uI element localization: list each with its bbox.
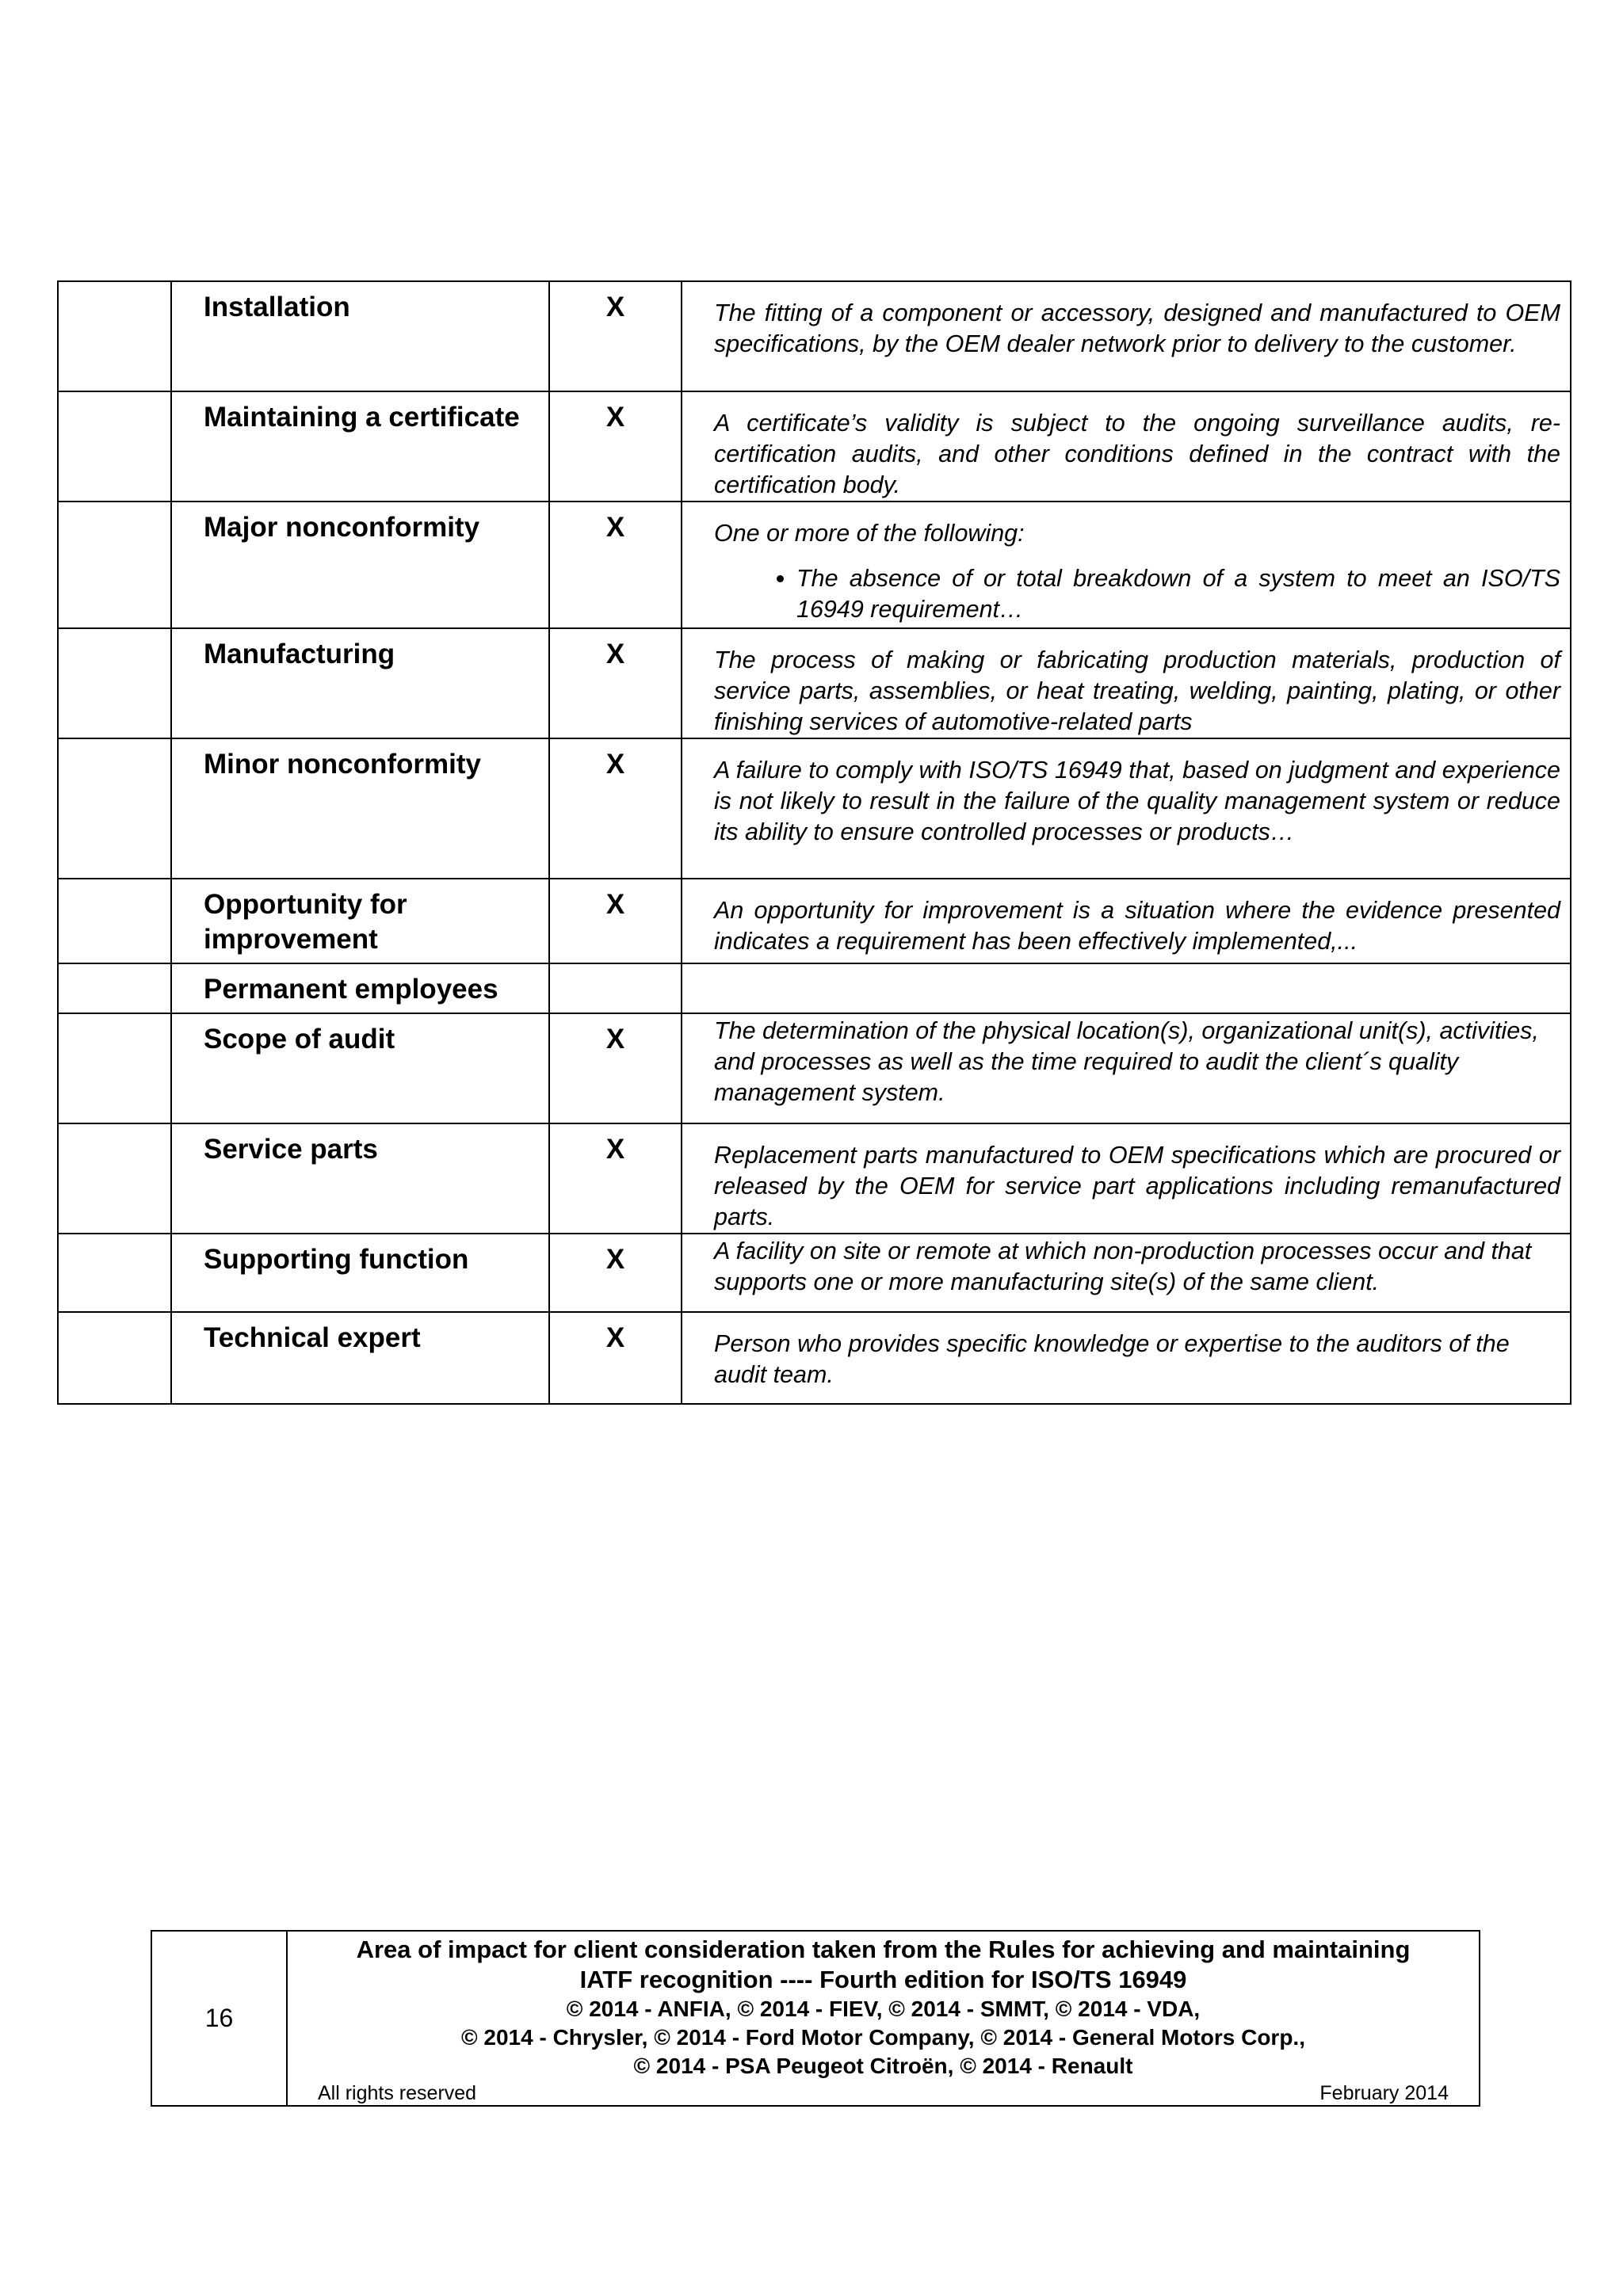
edition-date: February 2014 bbox=[1319, 2082, 1449, 2104]
definition-text: A facility on site or remote at which non-production processes occur and that supports one or more manufacturing site(s) of the same client. bbox=[714, 1238, 1532, 1295]
definition-cell bbox=[682, 1013, 1571, 1123]
term-cell: Manufacturing bbox=[171, 628, 549, 738]
term-cell: Major nonconformity bbox=[171, 502, 549, 628]
applicability-mark: X bbox=[549, 1123, 682, 1234]
applicability-mark: X bbox=[549, 502, 682, 628]
definition-text: The determination of the physical location(s), organizational unit(s), activities, and processes as well as the time required to audit the client´s quality management system. bbox=[714, 1017, 1539, 1106]
applicability-mark: X bbox=[549, 628, 682, 738]
term-cell: Technical expert bbox=[171, 1312, 549, 1404]
definition-text: The fitting of a component or accessory, designed and manufactured to OEM specifications, by the OEM dealer network prior to delivery to the customer. bbox=[714, 299, 1560, 357]
definition-cell bbox=[682, 1312, 1571, 1404]
term-cell: Opportunity for improvement bbox=[171, 879, 549, 963]
table-row bbox=[58, 281, 1571, 391]
empty-cell bbox=[58, 391, 171, 502]
term-cell: Minor nonconformity bbox=[171, 738, 549, 879]
definition-cell bbox=[682, 879, 1571, 963]
empty-cell bbox=[58, 281, 171, 391]
empty-cell bbox=[58, 879, 171, 963]
footer-title-line: Area of impact for client consideration taken from the Rules for achieving and maintaining bbox=[356, 1936, 1411, 1963]
empty-cell bbox=[58, 1234, 171, 1312]
copyright-line: © 2014 - Chrysler, © 2014 - Ford Motor Company, © 2014 - General Motors Corp., bbox=[461, 2025, 1305, 2050]
applicability-mark: X bbox=[549, 738, 682, 879]
applicability-mark: X bbox=[549, 1234, 682, 1312]
definition-cell bbox=[682, 502, 1571, 628]
definitions-table bbox=[57, 280, 1571, 1405]
footer-content bbox=[287, 1931, 1480, 2106]
table-row bbox=[58, 963, 1571, 1013]
definition-text: An opportunity for improvement is a situation where the evidence presented indicates a requirement has been effectively implemented,... bbox=[714, 897, 1560, 955]
table-row bbox=[58, 1234, 1571, 1312]
definition-cell bbox=[682, 391, 1571, 502]
definition-cell bbox=[682, 628, 1571, 738]
definition-text: A certificate’s validity is subject to the ongoing surveillance audits, re-certification audits, and other conditions defined in the contract with the certification body. bbox=[714, 410, 1560, 498]
term-cell: Supporting function bbox=[171, 1234, 549, 1312]
definition-cell bbox=[682, 1123, 1571, 1234]
footer-title-line: IATF recognition ---- Fourth edition for ISO/TS 16949 bbox=[579, 1966, 1187, 1993]
definition-cell bbox=[682, 1234, 1571, 1312]
table-row bbox=[58, 1312, 1571, 1404]
empty-cell bbox=[58, 1123, 171, 1234]
term-cell: Maintaining a certificate bbox=[171, 391, 549, 502]
term-cell: Scope of audit bbox=[171, 1013, 549, 1123]
table-row bbox=[58, 1013, 1571, 1123]
definition-text: A failure to comply with ISO/TS 16949 that, based on judgment and experience is not likely to result in the failure of the quality management system or reduce its ability to ensure controlled processes or products… bbox=[714, 757, 1560, 845]
definition-text: Person who provides specific knowledge or expertise to the auditors of the audit team. bbox=[714, 1330, 1510, 1388]
empty-cell bbox=[58, 738, 171, 879]
term-cell: Installation bbox=[171, 281, 549, 391]
applicability-mark: X bbox=[549, 1312, 682, 1404]
definition-text: One or more of the following: bbox=[714, 520, 1025, 547]
empty-cell bbox=[58, 963, 171, 1013]
definition-cell bbox=[682, 281, 1571, 391]
empty-cell bbox=[58, 1013, 171, 1123]
applicability-mark: X bbox=[549, 281, 682, 391]
term-cell: Permanent employees bbox=[171, 963, 549, 1013]
definition-cell bbox=[682, 963, 1571, 1013]
bullet-list bbox=[714, 563, 1560, 625]
table-row bbox=[58, 879, 1571, 963]
table-row bbox=[58, 502, 1571, 628]
table-row bbox=[58, 391, 1571, 502]
table-row bbox=[58, 738, 1571, 879]
footer-bottom-row bbox=[288, 2082, 1479, 2105]
term-cell: Service parts bbox=[171, 1123, 549, 1234]
empty-cell bbox=[58, 628, 171, 738]
table-row bbox=[58, 1123, 1571, 1234]
list-item: • The absence of or total breakdown of a system to meet an ISO/TS 16949 requirement… bbox=[796, 563, 1560, 625]
empty-cell bbox=[58, 502, 171, 628]
definition-cell bbox=[682, 738, 1571, 879]
applicability-mark: X bbox=[549, 879, 682, 963]
empty-cell bbox=[58, 1312, 171, 1404]
applicability-mark bbox=[549, 963, 682, 1013]
page-number: 16 bbox=[151, 1931, 287, 2106]
copyright-line: © 2014 - PSA Peugeot Citroën, © 2014 - Renault bbox=[633, 2054, 1133, 2078]
table-row bbox=[58, 628, 1571, 738]
copyright-line: © 2014 - ANFIA, © 2014 - FIEV, © 2014 - SMMT, © 2014 - VDA, bbox=[566, 1997, 1201, 2021]
rights-text: All rights reserved bbox=[318, 2082, 477, 2104]
page-footer bbox=[151, 1930, 1480, 2107]
copyright-notice bbox=[288, 1995, 1479, 2081]
applicability-mark: X bbox=[549, 1013, 682, 1123]
definition-text: Replacement parts manufactured to OEM specifications which are procured or released by the OEM for service part applications including remanufactured parts. bbox=[714, 1142, 1560, 1230]
applicability-mark: X bbox=[549, 391, 682, 502]
definition-text: The process of making or fabricating production materials, production of service parts, assemblies, or heat treating, welding, painting, plating, or other finishing services of automotive-related parts bbox=[714, 646, 1560, 735]
footer-title bbox=[288, 1935, 1479, 1995]
